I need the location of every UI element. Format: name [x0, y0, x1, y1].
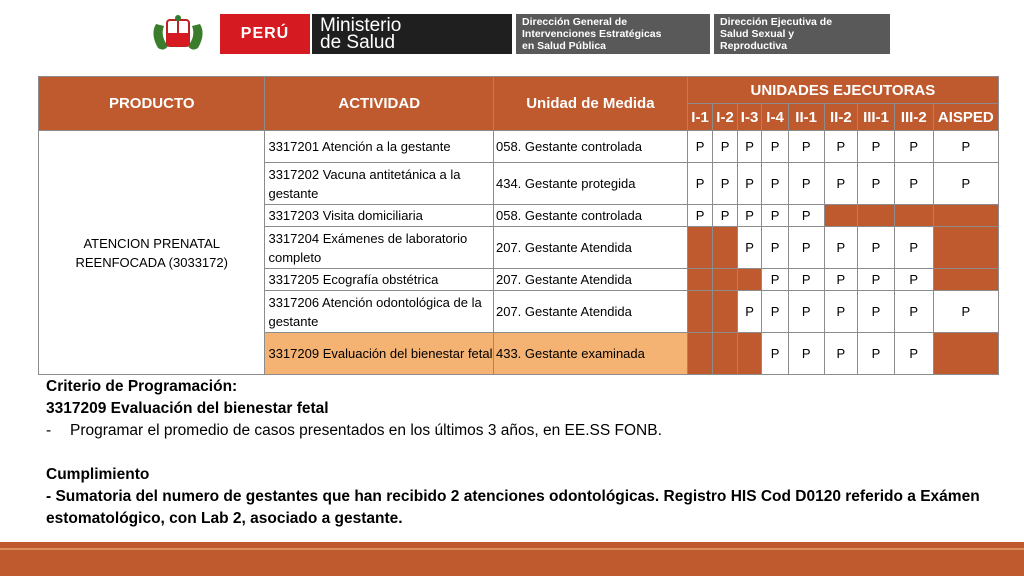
unit-value-cell: P — [894, 291, 933, 333]
unit-value-cell — [824, 205, 858, 227]
dir2-line: Reproductiva — [720, 40, 788, 52]
unit-value-cell: P — [788, 269, 824, 291]
actividad-cell: 3317201 Atención a la gestante — [265, 131, 494, 163]
unit-value-cell: P — [933, 163, 998, 205]
unidad-cell: 433. Gestante examinada — [493, 333, 687, 375]
unit-value-cell — [737, 333, 761, 375]
unit-value-cell: P — [687, 131, 713, 163]
unit-value-cell: P — [687, 163, 713, 205]
unit-value-cell — [933, 333, 998, 375]
unit-value-cell: P — [858, 333, 895, 375]
cumplimiento-text: - Sumatoria del numero de gestantes que han recibido 2 atenciones odontológicas. Registro HIS Cod D0120 referido a Exámen estomatológico, con Lab 2, asociado a gestante. — [46, 488, 980, 527]
dir2-line: Salud Sexual y — [720, 28, 795, 40]
unit-value-cell — [687, 291, 713, 333]
header-unidades-ejecutoras: UNIDADES EJECUTORAS — [687, 77, 998, 104]
unit-value-cell — [933, 269, 998, 291]
unit-value-cell — [713, 333, 737, 375]
unit-value-cell: P — [894, 163, 933, 205]
programacion-table — [38, 76, 999, 375]
unit-value-cell: P — [762, 227, 789, 269]
unidad-cell: 207. Gestante Atendida — [493, 291, 687, 333]
unit-value-cell: P — [737, 205, 761, 227]
unit-value-cell — [933, 227, 998, 269]
bullet-item — [46, 420, 1006, 442]
ministerio-logo — [312, 14, 512, 54]
unit-value-cell — [713, 269, 737, 291]
unit-header: II-1 — [788, 104, 824, 131]
unidad-cell: 207. Gestante Atendida — [493, 269, 687, 291]
unit-value-cell — [687, 333, 713, 375]
unit-value-cell: P — [824, 291, 858, 333]
unit-value-cell: P — [894, 227, 933, 269]
peru-label: PERÚ — [220, 14, 310, 54]
unit-header: AISPED — [933, 104, 998, 131]
unidad-cell: 058. Gestante controlada — [493, 205, 687, 227]
unit-value-cell — [858, 205, 895, 227]
unit-value-cell: P — [762, 333, 789, 375]
footer-bar — [0, 542, 1024, 576]
actividad-cell: 3317204 Exámenes de laboratorio completo — [265, 227, 494, 269]
actividad-cell: 3317206 Atención odontológica de la gestante — [265, 291, 494, 333]
ministerio-line1: Ministerio — [320, 15, 402, 36]
criterio-title: Criterio de Programación: — [46, 378, 238, 395]
unit-value-cell: P — [762, 163, 789, 205]
unit-header: I-1 — [687, 104, 713, 131]
table-row — [39, 131, 999, 163]
unit-value-cell: P — [824, 163, 858, 205]
unit-header: III-1 — [858, 104, 895, 131]
producto-cell: ATENCION PRENATAL REENFOCADA (3033172) — [39, 131, 265, 375]
direccion-general — [516, 14, 710, 54]
unidad-cell: 207. Gestante Atendida — [493, 227, 687, 269]
unit-value-cell: P — [858, 269, 895, 291]
unit-value-cell: P — [762, 131, 789, 163]
unit-value-cell: P — [788, 131, 824, 163]
unit-value-cell: P — [788, 163, 824, 205]
header-producto: PRODUCTO — [39, 77, 265, 131]
unit-value-cell — [687, 269, 713, 291]
unit-value-cell — [713, 227, 737, 269]
unit-value-cell — [894, 205, 933, 227]
dir2-line: Dirección Ejecutiva de — [720, 16, 833, 28]
direccion-ejecutiva — [714, 14, 890, 54]
unit-value-cell: P — [824, 269, 858, 291]
unit-value-cell: P — [894, 333, 933, 375]
criterio-item: 3317209 Evaluación del bienestar fetal — [46, 400, 329, 417]
dir1-line: Intervenciones Estratégicas — [522, 28, 662, 40]
unit-value-cell: P — [762, 269, 789, 291]
unit-value-cell: P — [713, 205, 737, 227]
unit-header: I-4 — [762, 104, 789, 131]
unit-value-cell: P — [824, 333, 858, 375]
unit-value-cell: P — [788, 333, 824, 375]
header-logos — [140, 14, 890, 54]
unit-header: III-2 — [894, 104, 933, 131]
unit-value-cell: P — [858, 291, 895, 333]
coat-of-arms-icon — [140, 14, 216, 54]
unit-value-cell: P — [788, 227, 824, 269]
unit-value-cell: P — [824, 131, 858, 163]
table-body — [39, 131, 999, 375]
ministerio-line2: de Salud — [320, 32, 396, 53]
unit-value-cell: P — [933, 131, 998, 163]
actividad-cell: 3317205 Ecografía obstétrica — [265, 269, 494, 291]
unit-value-cell: P — [687, 205, 713, 227]
bullet-dash: - — [46, 422, 52, 439]
dir1-line: Dirección General de — [522, 16, 628, 28]
actividad-cell: 3317209 Evaluación del bienestar fetal — [265, 333, 494, 375]
unit-value-cell — [737, 269, 761, 291]
unit-value-cell: P — [894, 269, 933, 291]
criterio-section — [46, 376, 1006, 530]
actividad-cell: 3317202 Vacuna antitetánica a la gestante — [265, 163, 494, 205]
unit-value-cell: P — [933, 291, 998, 333]
unit-value-cell: P — [858, 227, 895, 269]
bullet-text: Programar el promedio de casos presentados en los últimos 3 años, en EE.SS FONB. — [70, 422, 662, 439]
unit-value-cell: P — [713, 131, 737, 163]
unit-value-cell: P — [737, 291, 761, 333]
unit-header: I-3 — [737, 104, 761, 131]
unit-value-cell: P — [737, 163, 761, 205]
unit-value-cell: P — [713, 163, 737, 205]
unidad-cell: 058. Gestante controlada — [493, 131, 687, 163]
unit-value-cell: P — [762, 205, 789, 227]
unit-value-cell: P — [894, 131, 933, 163]
header-unidad-medida: Unidad de Medida — [493, 77, 687, 131]
unit-value-cell: P — [858, 131, 895, 163]
unit-value-cell: P — [824, 227, 858, 269]
unit-value-cell: P — [762, 291, 789, 333]
unit-value-cell: P — [788, 291, 824, 333]
dir1-line: en Salud Pública — [522, 40, 607, 52]
unit-header: I-2 — [713, 104, 737, 131]
unit-value-cell — [687, 227, 713, 269]
unidad-cell: 434. Gestante protegida — [493, 163, 687, 205]
unit-value-cell — [713, 291, 737, 333]
unit-value-cell: P — [737, 131, 761, 163]
unit-value-cell: P — [737, 227, 761, 269]
unit-header: II-2 — [824, 104, 858, 131]
unit-value-cell: P — [788, 205, 824, 227]
cumplimiento-title: Cumplimiento — [46, 466, 150, 483]
unit-value-cell: P — [858, 163, 895, 205]
unit-value-cell — [933, 205, 998, 227]
actividad-cell: 3317203 Visita domiciliaria — [265, 205, 494, 227]
header-actividad: ACTIVIDAD — [265, 77, 494, 131]
